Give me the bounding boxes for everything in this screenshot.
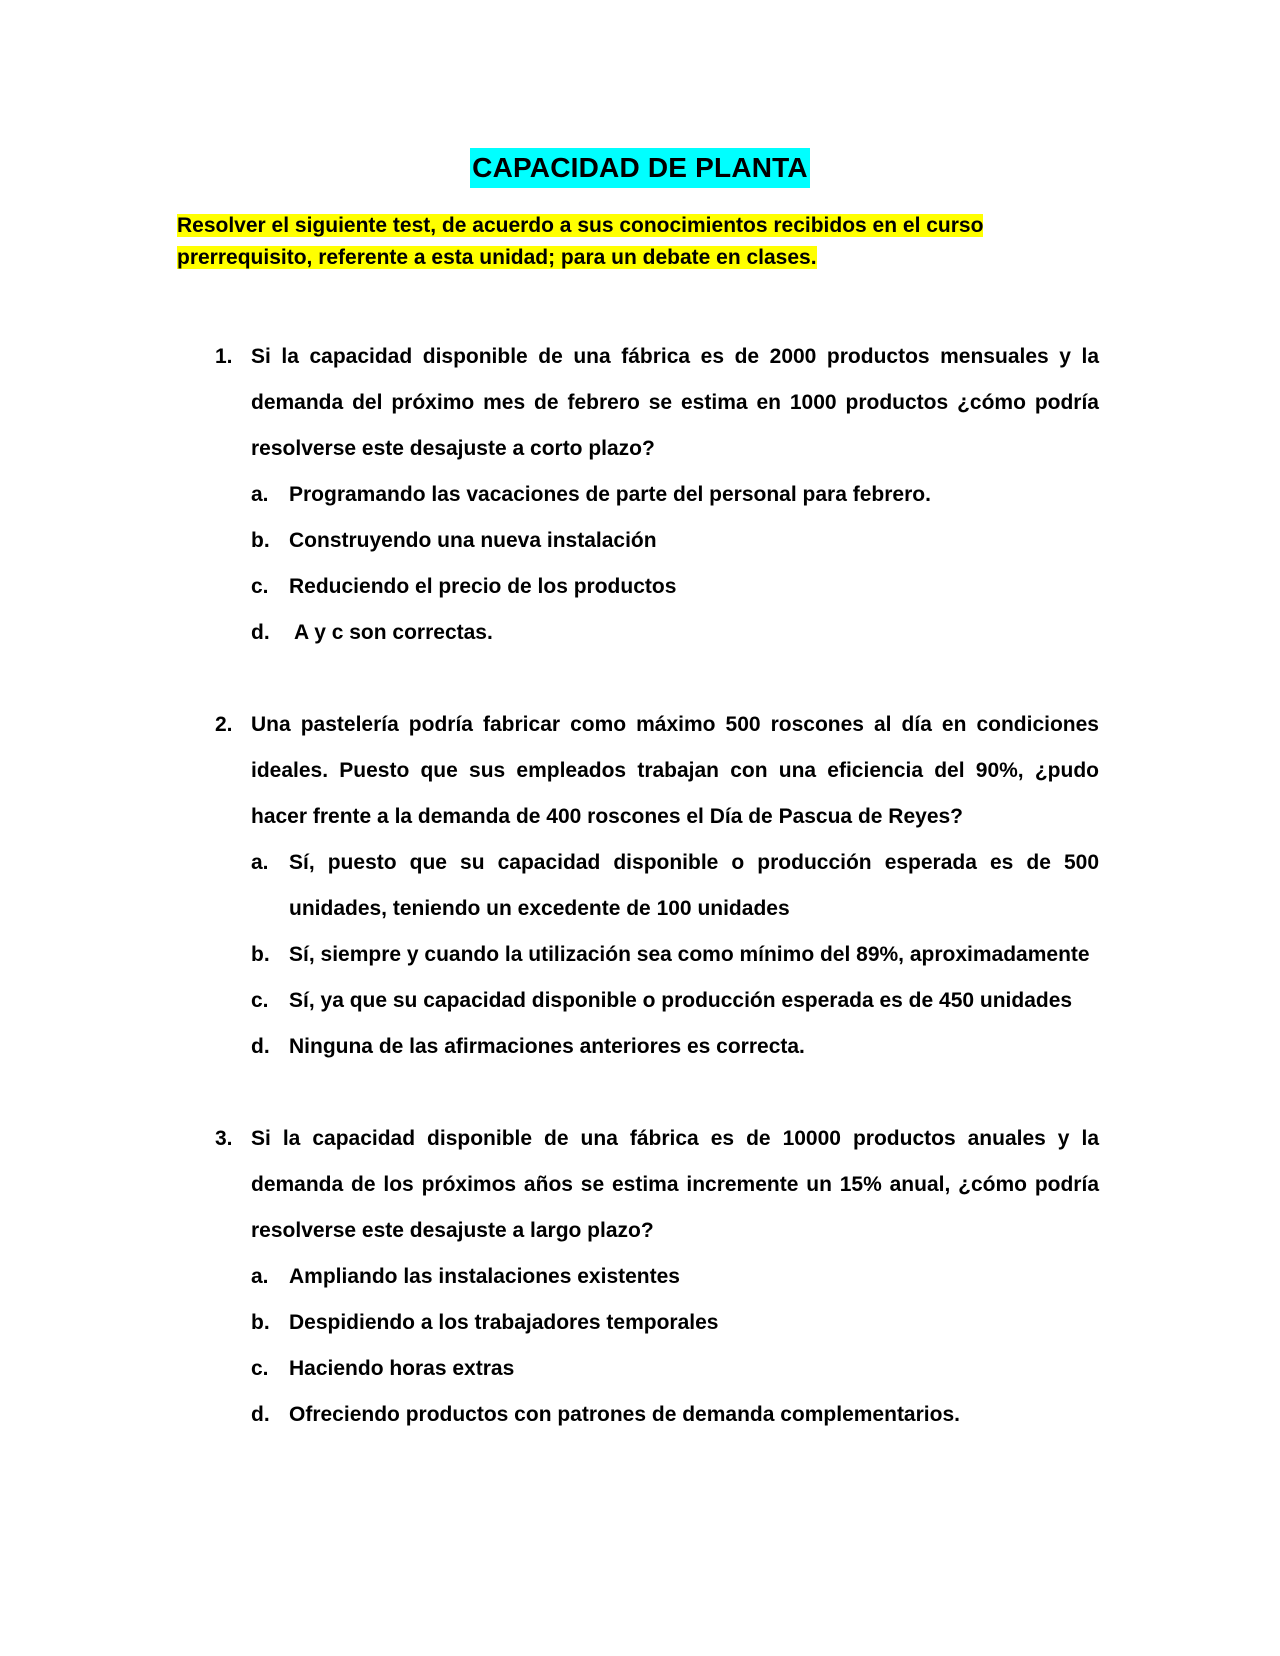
document-title: CAPACIDAD DE PLANTA: [470, 148, 810, 188]
question-list: [211, 334, 1099, 1484]
option-letter: d.: [251, 1403, 270, 1426]
option-letter: b.: [251, 1311, 270, 1334]
question-2: [211, 702, 1099, 1070]
option-text: Despidiendo a los trabajadores temporales: [289, 1311, 719, 1334]
option-a: [251, 472, 1099, 518]
option-text: Programando las vacaciones de parte del personal para febrero.: [289, 483, 931, 506]
option-b: [251, 932, 1099, 978]
option-b: [251, 1300, 1099, 1346]
option-a: [251, 840, 1099, 932]
option-b: [251, 518, 1099, 564]
option-text: Reduciendo el precio de los productos: [289, 575, 677, 598]
question-text: Si la capacidad disponible de una fábrica es de 10000 productos anuales y la demanda de los próximos años se estima incremente un 15% anual, ¿cómo podría resolverse este desajuste a largo plazo?: [251, 1127, 1099, 1242]
option-text: A y c son correctas.: [294, 621, 493, 644]
option-letter: d.: [251, 1035, 270, 1058]
option-letter: a.: [251, 851, 269, 874]
option-text: Ampliando las instalaciones existentes: [289, 1265, 680, 1288]
option-list: [251, 1254, 1099, 1438]
question-text: Una pastelería podría fabricar como máximo 500 roscones al día en condiciones ideales. Puesto que sus empleados trabajan con una eficiencia del 90%, ¿pudo hacer frente a la demanda de 400 roscones el Día de Pascua de Reyes?: [251, 713, 1099, 828]
question-number: 2.: [215, 713, 233, 736]
question-1: [211, 334, 1099, 656]
option-d: [251, 610, 1099, 656]
instructions-paragraph: [177, 210, 1027, 274]
option-list: [251, 840, 1099, 1070]
option-letter: a.: [251, 1265, 269, 1288]
option-text: Haciendo horas extras: [289, 1357, 515, 1380]
option-text: Ninguna de las afirmaciones anteriores es correcta.: [289, 1035, 805, 1058]
option-letter: d.: [251, 621, 270, 644]
option-c: [251, 978, 1099, 1024]
title-container: [0, 148, 1280, 188]
option-list: [251, 472, 1099, 656]
option-text: Sí, ya que su capacidad disponible o producción esperada es de 450 unidades: [289, 989, 1073, 1012]
option-c: [251, 1346, 1099, 1392]
instructions-text: Resolver el siguiente test, de acuerdo a sus conocimientos recibidos en el curso prerrequisito, referente a esta unidad; para un debate en clases.: [177, 214, 984, 269]
option-letter: b.: [251, 943, 270, 966]
option-c: [251, 564, 1099, 610]
option-text: Sí, puesto que su capacidad disponible o producción esperada es de 500 unidades, teniendo un excedente de 100 unidades: [289, 851, 1099, 920]
option-text: Ofreciendo productos con patrones de demanda complementarios.: [289, 1403, 960, 1426]
option-letter: c.: [251, 1357, 269, 1380]
option-letter: a.: [251, 483, 269, 506]
option-text: Sí, siempre y cuando la utilización sea como mínimo del 89%, aproximadamente: [289, 943, 1090, 966]
question-3: [211, 1116, 1099, 1438]
option-d: [251, 1392, 1099, 1438]
question-text: Si la capacidad disponible de una fábrica es de 2000 productos mensuales y la demanda del próximo mes de febrero se estima en 1000 productos ¿cómo podría resolverse este desajuste a corto plazo?: [251, 345, 1099, 460]
question-number: 1.: [215, 345, 233, 368]
option-letter: c.: [251, 989, 269, 1012]
option-a: [251, 1254, 1099, 1300]
option-d: [251, 1024, 1099, 1070]
option-letter: c.: [251, 575, 269, 598]
question-number: 3.: [215, 1127, 233, 1150]
option-text: Construyendo una nueva instalación: [289, 529, 657, 552]
option-letter: b.: [251, 529, 270, 552]
